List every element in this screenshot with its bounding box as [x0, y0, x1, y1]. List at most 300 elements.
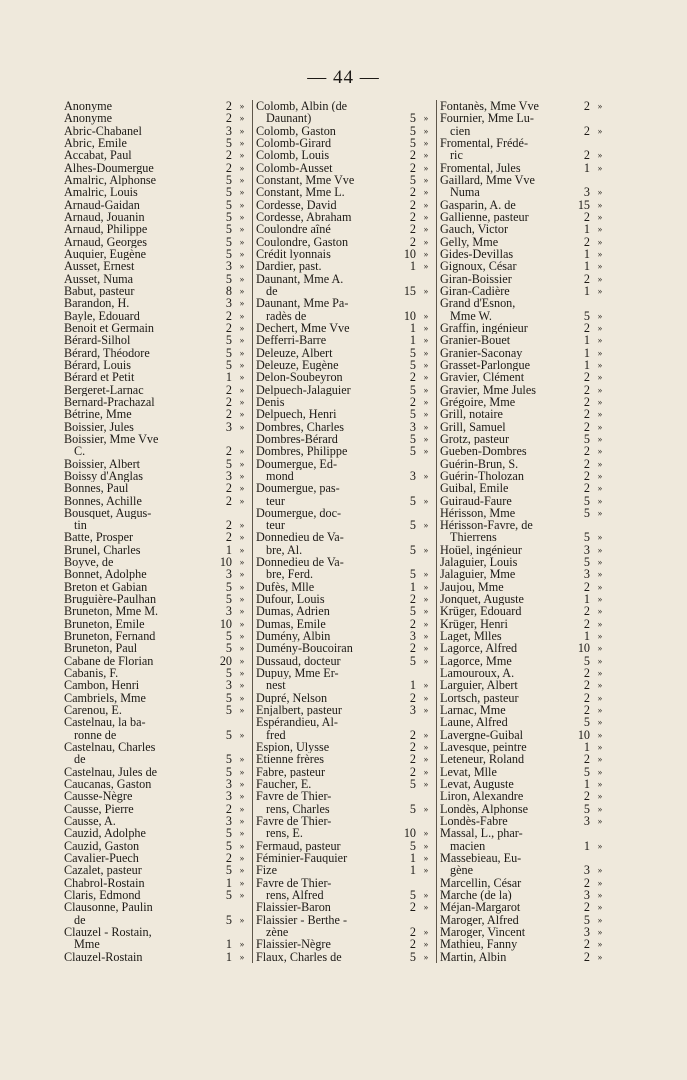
subscriber-name: Clauzel-Rostain [64, 950, 143, 963]
subscription-amount: 10 [577, 641, 590, 656]
subscription-amount: 5 [409, 111, 416, 126]
subscriber-name: Delon-Soubeyron [256, 371, 343, 384]
subscriber-row [256, 112, 436, 124]
ditto-mark: » [423, 495, 429, 506]
subscription-amount: 5 [225, 271, 232, 286]
subscription-amount: 2 [409, 641, 416, 656]
subscription-amount: 2 [409, 900, 416, 915]
subscriber-row [64, 667, 252, 679]
subscriber-row [256, 421, 436, 433]
subscriber-name: Gasparin, A. de [440, 198, 516, 211]
subscriber-name: Granier-Bouet [440, 334, 511, 347]
subscriber-name: Lavesque, peintre [440, 741, 527, 754]
ditto-mark: » [597, 446, 603, 457]
subscriber-row [64, 199, 252, 211]
ditto-mark: » [239, 729, 245, 740]
subscriber-row [64, 495, 252, 507]
subscriber-name: Dufour, Louis [256, 593, 325, 606]
subscriber-name: Doumergue, pas- [256, 482, 340, 495]
subscription-amount: 2 [225, 801, 232, 816]
subscriber-name: Lagorce, Mme [440, 654, 512, 668]
ditto-mark [232, 926, 252, 938]
subscriber-row [256, 495, 436, 507]
ditto-mark [416, 815, 436, 827]
ditto-mark: » [597, 803, 603, 814]
subscriber-name: Causse-Nègre [64, 790, 133, 803]
subscription-amount: 2 [583, 468, 590, 483]
subscriber-row [64, 507, 252, 519]
ditto-mark: » [423, 828, 429, 839]
ditto-mark: » [239, 520, 245, 531]
ditto-mark: » [597, 285, 603, 296]
subscriber-row [256, 667, 436, 679]
ditto-mark: » [239, 803, 245, 814]
subscriber-row [64, 211, 252, 223]
subscription-amount: 2 [583, 123, 590, 138]
subscriber-name: Dombres, Charles [256, 420, 345, 433]
subscription-amount: 1 [583, 345, 590, 360]
subscription-amount: 5 [225, 357, 232, 372]
subscriber-name: Liron, Alexandre [440, 790, 524, 803]
subscriber-name: Méjan-Margarot [440, 901, 521, 914]
subscription-amount: 5 [225, 764, 232, 779]
subscription-amount: 3 [409, 468, 416, 483]
ditto-mark: » [423, 384, 429, 395]
subscriber-name: Londès-Fabre [440, 815, 508, 828]
subscriber-row [440, 531, 610, 543]
subscriber-row [64, 125, 252, 137]
ditto-mark: » [597, 335, 603, 346]
subscriber-row [256, 186, 436, 198]
ditto-mark: » [597, 779, 603, 790]
subscription-amount: 15 [577, 197, 590, 212]
subscription-amount: 3 [225, 604, 232, 619]
subscriber-row [440, 223, 610, 235]
subscriber-name: Larnac, Mme [440, 704, 506, 717]
subscriber-row [64, 741, 252, 753]
subscriber-name: de [74, 753, 86, 766]
subscriber-row [64, 618, 252, 630]
subscriber-name: Abric, Emile [64, 136, 127, 150]
ditto-mark: » [423, 606, 429, 617]
subscription-amount: 2 [583, 703, 590, 718]
subscriber-name: rens, Charles [266, 802, 330, 816]
ditto-mark: » [597, 433, 603, 444]
ditto-mark: » [597, 705, 603, 716]
ditto-mark: » [239, 791, 245, 802]
subscriber-row [64, 347, 252, 359]
subscription-amount: 5 [409, 123, 416, 138]
subscriber-row [256, 199, 436, 211]
subscription-amount: 2 [409, 197, 416, 212]
subscriber-name: Ausset, Ernest [64, 260, 135, 273]
ditto-mark: » [597, 396, 603, 407]
ditto-mark: » [597, 273, 603, 284]
subscription-amount: 2 [409, 234, 416, 249]
subscriber-row [64, 285, 252, 297]
ditto-mark: » [423, 359, 429, 370]
subscriber-name: Lagorce, Alfred [440, 642, 518, 655]
subscriber-name: Castelnau, la ba- [64, 716, 146, 729]
ditto-mark: » [597, 495, 603, 506]
subscription-amount: 5 [225, 135, 232, 150]
subscriber-name: tin [74, 519, 87, 532]
subscriber-row [64, 593, 252, 605]
subscription-amount: 3 [583, 185, 590, 200]
subscription-amount [576, 297, 590, 309]
subscriber-name: Chabrol-Rostain [64, 876, 145, 889]
subscription-amount: 1 [583, 246, 590, 261]
subscriber-row [440, 716, 610, 728]
subscriber-row [256, 260, 436, 272]
subscriber-row [256, 544, 436, 556]
subscription-amount: 2 [225, 407, 232, 422]
subscriber-name: Hérisson, Mme [440, 506, 516, 520]
subscription-amount: 2 [409, 690, 416, 705]
ditto-mark: » [423, 803, 429, 814]
subscriber-row [256, 334, 436, 346]
subscriber-name: Marche (de la) [440, 889, 512, 902]
ditto-mark: » [239, 335, 245, 346]
subscriber-row [256, 285, 436, 297]
subscriber-name: Thierrens [450, 531, 497, 544]
ditto-mark: » [239, 236, 245, 247]
subscriber-row [440, 901, 610, 913]
subscriber-name: Boissier, Albert [64, 457, 141, 470]
ditto-mark: » [423, 594, 429, 605]
subscription-amount: 5 [225, 345, 232, 360]
subscriber-name: Maroger, Vincent [440, 925, 526, 939]
subscription-amount: 3 [583, 814, 590, 829]
subscription-amount: 3 [583, 863, 590, 878]
ditto-mark: » [239, 409, 245, 420]
subscriber-name: Caucanas, Gaston [64, 778, 152, 791]
ditto-mark [416, 297, 436, 309]
subscriber-row [256, 174, 436, 186]
ditto-mark: » [239, 396, 245, 407]
subscription-amount: 2 [409, 752, 416, 767]
ditto-mark: » [597, 236, 603, 247]
subscription-amount: 5 [409, 777, 416, 792]
subscription-amount: 5 [225, 690, 232, 705]
subscriber-row [64, 642, 252, 654]
ditto-mark: » [597, 224, 603, 235]
ditto-mark: » [239, 359, 245, 370]
subscriber-row [64, 112, 252, 124]
ditto-mark: » [239, 557, 245, 568]
ditto-mark: » [423, 729, 429, 740]
subscription-amount: 5 [225, 888, 232, 902]
subscription-amount: 5 [409, 949, 416, 964]
subscriber-row [64, 100, 252, 112]
ditto-mark: » [597, 150, 603, 161]
ditto-mark: » [423, 779, 429, 790]
subscriber-row [256, 470, 436, 482]
ditto-mark: » [597, 717, 603, 728]
subscriber-row [256, 889, 436, 901]
ditto-mark: » [423, 396, 429, 407]
ditto-mark: » [423, 890, 429, 900]
ditto-mark: » [597, 322, 603, 333]
subscriber-row [64, 679, 252, 691]
ditto-mark: » [423, 409, 429, 420]
subscriber-row [64, 310, 252, 322]
subscriber-name: Grand d'Esnon, [440, 297, 516, 310]
subscriber-name: Krüger, Henri [440, 617, 508, 631]
ditto-mark: » [239, 544, 245, 555]
subscriber-name: Doumergue, Ed- [256, 457, 338, 470]
subscriber-row [256, 951, 436, 963]
subscriber-name: Carenou, E. [64, 704, 122, 717]
subscriber-name: Arnaud, Philippe [64, 223, 148, 236]
subscriber-row [64, 297, 252, 309]
subscription-amount: 2 [225, 320, 232, 335]
subscriber-name: Bonnes, Paul [64, 482, 129, 495]
subscription-amount: 1 [225, 875, 232, 890]
subscriber-row [256, 211, 436, 223]
subscriber-row [440, 507, 610, 519]
ditto-mark: » [597, 458, 603, 469]
subscriber-row [256, 458, 436, 470]
subscription-amount: 2 [583, 579, 590, 594]
subscriber-name: Gauch, Victor [440, 223, 509, 236]
subscriber-name: Gaillard, Mme Vve [440, 173, 535, 187]
subscription-amount: 2 [583, 616, 590, 631]
subscriber-name: Cambriels, Mme [64, 691, 146, 705]
ditto-mark: » [597, 594, 603, 605]
subscriber-name: fred [266, 728, 286, 742]
subscriber-name: Laune, Alfred [440, 716, 508, 729]
subscription-amount: 2 [225, 99, 232, 113]
subscriber-row [64, 531, 252, 543]
subscriber-row [256, 877, 436, 889]
subscription-amount: 5 [583, 493, 590, 508]
subscription-amount: 1 [409, 320, 416, 335]
subscriber-name: Bruneton, Paul [64, 642, 138, 655]
subscriber-name: Gravier, Clément [440, 371, 525, 384]
subscriber-row [256, 556, 436, 568]
subscriber-name: Flaissier-Baron [256, 901, 331, 914]
subscriber-row [64, 470, 252, 482]
subscriber-row [64, 334, 252, 346]
subscription-amount: 2 [225, 148, 232, 163]
ditto-mark: » [239, 495, 245, 506]
subscription-amount: 5 [583, 801, 590, 816]
subscriber-name: Brunel, Charles [64, 543, 141, 557]
subscription-amount: 5 [225, 209, 232, 224]
subscription-amount: 15 [403, 283, 416, 298]
subscriber-name: bre, Al. [266, 543, 303, 557]
subscriber-name: Auquier, Eugène [64, 247, 147, 261]
subscriber-row [64, 901, 252, 913]
subscriber-row [256, 914, 436, 926]
subscriber-name: Leteneur, Roland [440, 753, 525, 766]
subscriber-name: nest [266, 679, 286, 692]
subscription-amount: 5 [409, 407, 416, 422]
subscription-amount: 2 [225, 530, 232, 545]
subscriber-row [256, 149, 436, 161]
ditto-mark [416, 531, 436, 543]
subscriber-row [440, 371, 610, 383]
ditto-mark: » [423, 433, 429, 444]
subscription-amount: 5 [225, 172, 232, 187]
subscriber-name: rens, Alfred [266, 889, 324, 902]
subscriber-row [256, 642, 436, 654]
subscription-amount: 2 [225, 394, 232, 409]
subscriber-name: Jalaguier, Louis [440, 556, 518, 569]
subscriber-name: Deleuze, Eugène [256, 358, 339, 372]
subscription-amount: 5 [409, 135, 416, 150]
subscription-amount: 2 [583, 789, 590, 804]
ditto-mark: » [423, 865, 429, 876]
subscriber-row [440, 605, 610, 617]
ditto-mark: » [423, 926, 429, 937]
subscription-amount: 5 [409, 172, 416, 187]
subscriber-name: Grotz, pasteur [440, 432, 510, 446]
ditto-mark: » [597, 187, 603, 198]
ditto-mark: » [423, 113, 429, 124]
ditto-mark: » [239, 594, 245, 605]
ditto-mark: » [423, 939, 429, 950]
ditto-mark: » [597, 791, 603, 802]
subscriber-name: Martin, Albin [440, 950, 507, 963]
subscription-amount: 3 [225, 419, 232, 434]
subscription-amount: 2 [225, 382, 232, 397]
subscription-amount: 3 [225, 123, 232, 138]
subscriber-name: Dardier, past. [256, 260, 322, 273]
ditto-mark: » [423, 902, 429, 913]
ditto-mark: » [423, 125, 429, 136]
subscriber-row [256, 371, 436, 383]
subscription-amount: 5 [409, 801, 416, 816]
subscriber-name: Guérin-Brun, S. [440, 457, 519, 470]
subscriber-row [256, 445, 436, 457]
ditto-mark: » [423, 742, 429, 753]
subscriber-name: Jaujou, Mme [440, 580, 504, 594]
subscriber-row [64, 162, 252, 174]
subscriber-name: Grill, Samuel [440, 420, 506, 433]
subscriber-row [64, 445, 252, 457]
subscriber-name: Levat, Mlle [440, 765, 497, 779]
subscription-amount: 1 [583, 333, 590, 348]
subscriber-name: Coulondre aîné [256, 223, 331, 236]
ditto-mark: » [423, 705, 429, 716]
subscriber-row [256, 359, 436, 371]
subscriber-name: Larguier, Albert [440, 679, 518, 692]
subscription-amount: 5 [409, 838, 416, 853]
ditto-mark: » [423, 951, 429, 962]
subscriber-row [64, 815, 252, 827]
ditto-mark: » [239, 261, 245, 272]
ditto-mark: » [597, 914, 603, 925]
subscriber-name: Colomb-Girard [256, 136, 332, 150]
subscriber-name: de [74, 913, 86, 926]
subscriber-name: Lortsch, pasteur [440, 691, 519, 705]
subscription-amount: 3 [225, 789, 232, 804]
subscriber-name: Dufès, Mlle [256, 580, 315, 594]
subscription-amount: 5 [225, 197, 232, 212]
subscription-amount: 2 [225, 444, 232, 459]
subscriber-row [440, 568, 610, 580]
subscriber-name: Causse, A. [64, 815, 116, 828]
subscription-amount: 5 [225, 727, 232, 742]
subscription-amount: 3 [225, 814, 232, 829]
subscriber-name: Gignoux, César [440, 260, 517, 273]
subscriber-name: Fromental, Jules [440, 161, 521, 174]
subscriber-row [440, 790, 610, 802]
subscriber-row [64, 236, 252, 248]
subscription-amount: 5 [583, 530, 590, 545]
ditto-mark: » [239, 705, 245, 716]
subscriber-name: Doumergue, doc- [256, 506, 342, 520]
ditto-mark: » [239, 162, 245, 173]
ditto-mark: » [423, 211, 429, 222]
ditto-mark [232, 741, 252, 753]
subscriber-name: Hoüel, ingénieur [440, 543, 522, 557]
subscriber-name: Féminier-Fauquier [256, 852, 348, 865]
subscriber-row [64, 926, 252, 938]
ditto-mark: » [239, 766, 245, 777]
ditto-mark: » [423, 199, 429, 210]
ditto-mark [590, 852, 610, 864]
subscriber-name: Boissier, Mme Vve [64, 432, 159, 446]
subscriber-row [64, 421, 252, 433]
ditto-mark [416, 914, 436, 926]
subscription-amount: 5 [409, 888, 416, 902]
subscriber-name: Boissier, Jules [64, 420, 134, 433]
subscriber-row [64, 519, 252, 531]
subscriber-name: Bérard, Louis [64, 358, 132, 372]
subscriber-row [440, 100, 610, 112]
subscriber-name: Arnaud, Jouanin [64, 210, 145, 224]
ditto-mark [416, 482, 436, 494]
subscriber-row [64, 359, 252, 371]
subscriber-row [64, 371, 252, 383]
subscription-amount: 2 [409, 727, 416, 742]
subscriber-name: de [266, 284, 278, 298]
subscription-amount: 1 [583, 592, 590, 607]
ditto-mark: » [239, 101, 245, 111]
subscriber-row [64, 852, 252, 864]
subscription-amount: 10 [403, 246, 416, 261]
subscriber-name: Gallienne, pasteur [440, 210, 529, 224]
subscriber-name: Donnedieu de Va- [256, 556, 344, 569]
ditto-mark: » [423, 174, 429, 185]
subscription-amount: 5 [409, 567, 416, 582]
subscriber-name: Cabane de Florian [64, 654, 154, 668]
ditto-mark: » [423, 285, 429, 296]
subscription-amount: 2 [583, 666, 590, 681]
subscriber-name: Clauzel - Rostain, [64, 925, 152, 939]
subscriber-row [64, 396, 252, 408]
subscriber-name: Alhes-Doumergue [64, 161, 154, 174]
subscription-amount: 2 [225, 308, 232, 323]
subscription-amount: 2 [225, 111, 232, 126]
subscriber-row [64, 260, 252, 272]
subscriber-name: Donnedieu de Va- [256, 531, 344, 544]
subscriber-name: Krüger, Edouard [440, 605, 522, 618]
subscriber-row [256, 790, 436, 802]
subscriber-name: Bergeret-Larnac [64, 383, 144, 396]
subscriber-row [256, 618, 436, 630]
ditto-mark: » [239, 446, 245, 457]
subscriber-name: Anonyme [64, 112, 113, 125]
subscriber-name: Cordesse, David [256, 198, 337, 211]
ditto-mark: » [423, 470, 429, 481]
subscription-amount: 5 [583, 505, 590, 520]
subscriber-row [256, 852, 436, 864]
subscriber-row [64, 729, 252, 741]
